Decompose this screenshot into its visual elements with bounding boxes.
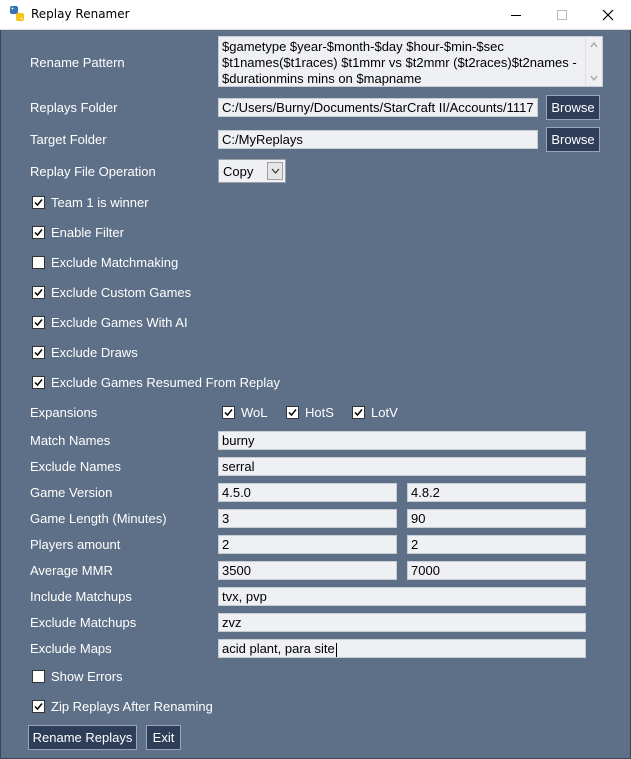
chevron-down-icon[interactable]	[267, 162, 283, 180]
exclude-ai-label: Exclude Games With AI	[51, 315, 188, 330]
exclude-resumed-label: Exclude Games Resumed From Replay	[51, 375, 281, 390]
target-folder-browse-button[interactable]: Browse	[546, 127, 600, 152]
python-app-icon	[9, 5, 25, 23]
exclude-matchups-input[interactable]: zvz	[218, 613, 586, 632]
file-operation-value: Copy	[223, 164, 254, 179]
match-names-label: Match Names	[30, 433, 111, 448]
game-version-label: Game Version	[30, 485, 113, 500]
game-version-max-input[interactable]: 4.8.2	[407, 483, 586, 502]
match-names-input[interactable]: burny	[218, 431, 586, 450]
exclude-ai-checkbox[interactable]	[32, 316, 45, 329]
expansions-label: Expansions	[30, 405, 98, 420]
exclude-draws-checkbox[interactable]	[32, 346, 45, 359]
rename-pattern-textarea[interactable]	[218, 36, 603, 87]
enable-filter-label: Enable Filter	[51, 225, 124, 240]
exit-button[interactable]: Exit	[146, 725, 181, 750]
game-length-max-input[interactable]: 90	[407, 509, 586, 528]
rename-pattern-text: $gametype $year-$month-$day $hour-$min-$sec $t1names($t1races) $t1mmr vs $t2mmr ($t2races)$t2names - $durationmins mins on $mapname	[222, 39, 577, 86]
target-folder-input[interactable]: C:/MyReplays	[218, 130, 538, 149]
average-mmr-label: Average MMR	[30, 563, 113, 578]
target-folder-label: Target Folder	[30, 132, 107, 147]
zip-replays-label: Zip Replays After Renaming	[51, 699, 213, 714]
average-mmr-min-input[interactable]: 3500	[218, 561, 397, 580]
exclude-draws-label: Exclude Draws	[51, 345, 138, 360]
team1-winner-checkbox[interactable]	[32, 196, 45, 209]
exclude-maps-label: Exclude Maps	[30, 641, 112, 656]
game-version-min-input[interactable]: 4.5.0	[218, 483, 397, 502]
file-operation-select[interactable]	[218, 159, 286, 183]
rename-pattern-label: Rename Pattern	[30, 55, 125, 70]
show-errors-label: Show Errors	[51, 669, 123, 684]
replays-folder-browse-button[interactable]: Browse	[546, 95, 600, 120]
rename-pattern-scrollbar[interactable]	[585, 37, 602, 86]
players-amount-max-input[interactable]: 2	[407, 535, 586, 554]
show-errors-checkbox[interactable]	[32, 670, 45, 683]
average-mmr-max-input[interactable]: 7000	[407, 561, 586, 580]
exclude-maps-value: acid plant, para site	[222, 641, 335, 656]
include-matchups-input[interactable]: tvx, pvp	[218, 587, 586, 606]
zip-replays-checkbox[interactable]	[32, 700, 45, 713]
exclude-matchmaking-label: Exclude Matchmaking	[51, 255, 179, 270]
exclude-matchups-label: Exclude Matchups	[30, 615, 137, 630]
team1-winner-label: Team 1 is winner	[51, 195, 149, 210]
enable-filter-checkbox[interactable]	[32, 226, 45, 239]
exclude-custom-checkbox[interactable]	[32, 286, 45, 299]
wol-label: WoL	[241, 405, 268, 420]
exclude-matchmaking-checkbox[interactable]	[32, 256, 45, 269]
maximize-button[interactable]	[539, 0, 585, 29]
lotv-checkbox[interactable]	[352, 406, 365, 419]
hots-checkbox[interactable]	[286, 406, 299, 419]
lotv-label: LotV	[371, 405, 398, 420]
text-cursor	[336, 643, 337, 657]
exclude-maps-input[interactable]	[218, 639, 586, 658]
exclude-names-label: Exclude Names	[30, 459, 122, 474]
file-operation-label: Replay File Operation	[30, 164, 156, 179]
players-amount-min-input[interactable]: 2	[218, 535, 397, 554]
close-button[interactable]	[585, 0, 631, 29]
exclude-custom-label: Exclude Custom Games	[51, 285, 192, 300]
minimize-button[interactable]	[493, 0, 539, 29]
replays-folder-label: Replays Folder	[30, 100, 118, 115]
exclude-names-input[interactable]: serral	[218, 457, 586, 476]
exclude-resumed-checkbox[interactable]	[32, 376, 45, 389]
include-matchups-label: Include Matchups	[30, 589, 132, 604]
scroll-down-icon[interactable]	[586, 70, 602, 86]
rename-replays-button[interactable]: Rename Replays	[28, 725, 137, 750]
scroll-up-icon[interactable]	[586, 37, 602, 53]
wol-checkbox[interactable]	[222, 406, 235, 419]
players-amount-label: Players amount	[30, 537, 121, 552]
game-length-min-input[interactable]: 3	[218, 509, 397, 528]
replays-folder-input[interactable]: C:/Users/Burny/Documents/StarCraft II/Accounts/1117	[218, 98, 538, 117]
game-length-label: Game Length (Minutes)	[30, 511, 167, 526]
hots-label: HotS	[305, 405, 334, 420]
window-title: Replay Renamer	[31, 7, 130, 21]
title-bar	[0, 0, 631, 30]
